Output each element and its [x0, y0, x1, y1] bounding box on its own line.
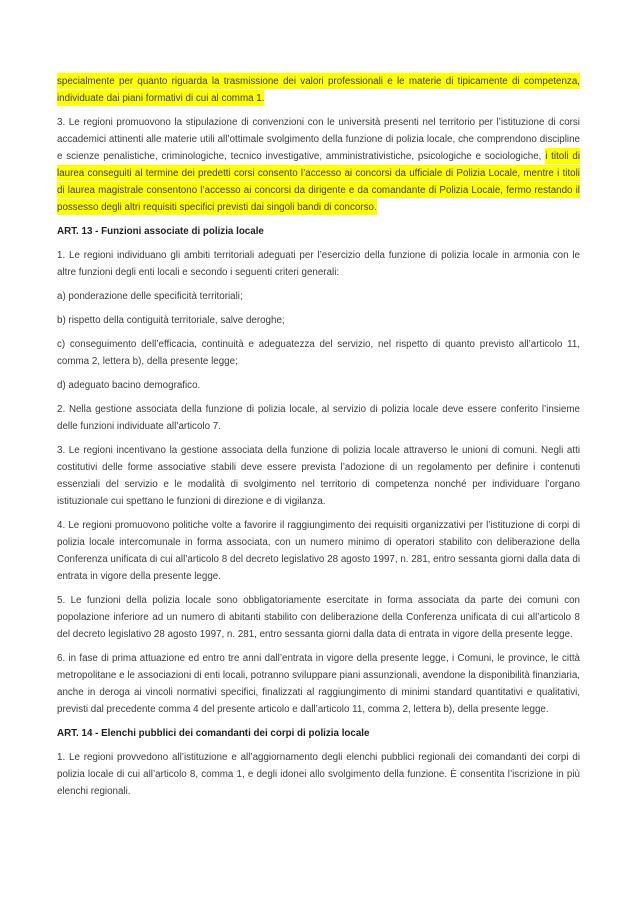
paragraph: [57, 336, 580, 370]
text-segment: 4. Le regioni promuovono politiche volte a favorire il raggiungimento dei requisiti organizzativi per l’istituzione di corpi di polizia locale intercomunale in forma associata, con un numero minimo di operatori stabilito con deliberazione della Conferenza unificata di cui all’articolo 8 del decreto legislativo 28 agosto 1997, n. 281, entro sessanta giorni dalla data di entrata in vigore della presente legge.: [57, 520, 580, 582]
article-heading: [57, 725, 580, 742]
text-segment: 3. Le regioni promuovono la stipulazione di convenzioni con le università presenti nel territorio per l’istituzione di corsi accademici attinenti alle materie utili all’ottimale svolgimento della funzione di polizia locale, che comprendono discipline e scienze penalistiche, criminologiche, tecnico investigative, amministrativistiche, psicologiche e sociologiche,: [57, 117, 580, 162]
text-segment: b) rispetto della contiguità territoriale, salve deroghe;: [57, 315, 285, 326]
paragraph: [57, 247, 580, 281]
text-segment: a) ponderazione delle specificità territoriali;: [57, 291, 243, 302]
paragraph: [57, 517, 580, 585]
paragraph: [57, 442, 580, 510]
text-segment: c) conseguimento dell’efficacia, continuità e adeguatezza del servizio, nel rispetto di quanto previsto all’articolo 11, comma 2, lettera b), della presente legge;: [57, 339, 580, 367]
paragraph: [57, 288, 580, 305]
paragraph: [57, 650, 580, 718]
paragraph: [57, 73, 580, 107]
text-segment: 6. in fase di prima attuazione ed entro tre anni dall’entrata in vigore della presente legge, i Comuni, le province, le città metropolitane e le associazioni di enti locali, potranno sviluppare piani assunzionali, avendone la disponibilità finanziaria, anche in deroga ai vincoli normativi specifici, finalizzati al raggiungimento di minimi standard quantitativi e qualitativi, previsti dal precedente comma 4 del presente articolo e dall’articolo 11, comma 2, lettera b), della presente legge.: [57, 653, 580, 715]
text-segment: 1. Le regioni provvedono all’istituzione e all’aggiornamento degli elenchi pubblici regionali dei comandanti dei corpi di polizia locale di cui all’articolo 8, comma 1, e degli idonei allo svolgimento della funzione. È consentita l’iscrizione in più elenchi regionali.: [57, 752, 580, 797]
paragraph: [57, 592, 580, 643]
text-segment: ART. 13 - Funzioni associate di polizia locale: [57, 226, 264, 237]
paragraph: [57, 749, 580, 800]
text-segment: 2. Nella gestione associata della funzione di polizia locale, al servizio di polizia locale deve essere conferito l’insieme delle funzioni individuate all’articolo 7.: [57, 404, 580, 432]
article-heading: [57, 223, 580, 240]
text-segment: d) adeguato bacino demografico.: [57, 380, 201, 391]
document-body: [57, 73, 580, 800]
text-segment: 3. Le regioni incentivano la gestione associata della funzione di polizia locale attraverso le unioni di comuni. Negli atti costitutivi delle forme associative stabili deve essere prevista l’adozione di un regolamento per definire i contenuti essenziali del servizio e le modalità di svolgimento nel territorio di competenza nonché per individuare l’organo istituzionale cui spettano le funzioni di direzione e di vigilanza.: [57, 445, 580, 507]
paragraph: [57, 401, 580, 435]
paragraph: [57, 114, 580, 216]
highlighted-text: i titoli di laurea conseguiti al termine dei predetti corsi consento l’accesso ai concorsi da ufficiale di Polizia Locale, mentre i titoli di laurea magistrale consentono l’accesso ai concorsi da dirigente e da comandante di Polizia Locale, fermo restando il possesso degli altri requisiti specifici previsti dai singoli bandi di concorso.: [57, 148, 580, 215]
text-segment: 1. Le regioni individuano gli ambiti territoriali adeguati per l’esercizio della funzione di polizia locale in armonia con le altre funzioni degli enti locali e secondo i seguenti criteri generali:: [57, 250, 580, 278]
paragraph: [57, 377, 580, 394]
text-segment: 5. Le funzioni della polizia locale sono obbligatoriamente esercitate in forma associata da parte dei comuni con popolazione inferiore ad un numero di abitanti stabilito con deliberazione della Conferenza unificata di cui all’articolo 8 del decreto legislativo 28 agosto 1997, n. 281, entro sessanta giorni dalla data di entrata in vigore della presente legge.: [57, 595, 580, 640]
paragraph: [57, 312, 580, 329]
text-segment: ART. 14 - Elenchi pubblici dei comandanti dei corpi di polizia locale: [57, 728, 370, 739]
highlighted-text: specialmente per quanto riguarda la trasmissione dei valori professionali e le materie di tipicamente di competenza, individuate dai piani formativi di cui al comma 1.: [57, 73, 580, 106]
